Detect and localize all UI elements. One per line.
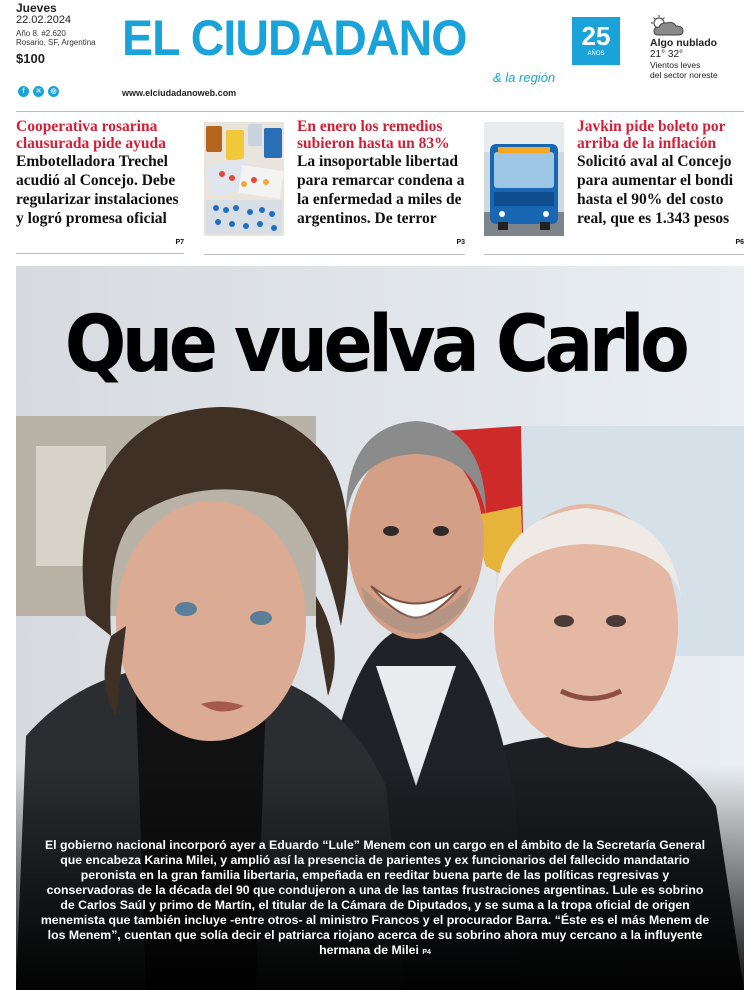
issue-date: 22.02.2024: [16, 14, 72, 26]
teaser-javkin[interactable]: [577, 118, 744, 254]
weather-widget: [650, 15, 745, 80]
teaser-headline: En enero los remedios subieron hasta un 83%: [297, 118, 450, 152]
masthead-divider: [16, 111, 744, 112]
teaser-divider: [484, 254, 744, 255]
teaser-body: Embotelladora Trechel acudió al Concejo. Debe regularizar instalaciones y logró promesa oficial: [16, 153, 179, 227]
newspaper-logo: EL CIUDADANO: [122, 10, 467, 66]
teaser-divider: [16, 253, 184, 254]
partly-cloudy-icon: [650, 15, 686, 37]
anniversary-label: AÑOS: [587, 51, 605, 57]
facebook-icon[interactable]: f: [18, 86, 29, 97]
main-page-ref: P4: [422, 949, 431, 956]
weather-wind-line2: del sector noreste: [650, 70, 718, 80]
x-icon[interactable]: ✕: [33, 86, 44, 97]
anniversary-number: 25: [581, 21, 611, 51]
teaser-headline: Javkin pide boleto por arriba de la inflación: [577, 118, 726, 152]
main-caption-text: El gobierno nacional incorporó ayer a Eduardo “Lule” Menem con un cargo en el ámbito de la Secretaría General que encabeza Karina Milei, y amplió así la presencia de parientes y ex funcionarios del fallecido mandatario peronista en la gran familia libertaria, empeñada en reeditar buena parte de las políticas regresivas y conservadoras de la década del 90 que condujeron a una de las tantas frustraciones argentinas. Lule es sobrino de Carlos Saúl y primo de Martín, el titular de la Cámara de Diputados, y se suma a la tropa oficial de origen menemista que también incluye -entre otros- al ministro Francos y el procurador Barra. “Éste es el más Menem de los Menem”, cuentan que solía decir el patriarca riojano acerca de su sobrino ahora muy cercano a la influyente hermana de Milei: [40, 838, 710, 957]
teaser-page-ref: P6: [735, 239, 744, 246]
teaser-body: Solicitó aval al Concejo para aumentar el bondi hasta el 90% del costo real, que es 1.343 pesos: [577, 153, 734, 227]
weather-wind-line1: Vientos leves: [650, 60, 701, 70]
social-links: [18, 86, 59, 97]
cover-price: $100: [16, 51, 45, 66]
teaser-headline: Cooperativa rosarina clausurada pide ayuda: [16, 118, 166, 152]
teaser-remedios[interactable]: [297, 118, 465, 254]
edition-info: [16, 2, 96, 65]
anniversary-badge: [572, 17, 620, 65]
main-caption: [40, 838, 710, 960]
teaser-page-ref: P3: [456, 239, 465, 246]
issue-day: Jueves: [16, 1, 57, 15]
teaser-page-ref: P7: [175, 239, 184, 246]
weather-condition: Algo nublado: [650, 37, 718, 49]
edition-number: Año 8. #2.620: [16, 29, 66, 38]
masthead: [0, 0, 750, 110]
edition-location: Rosario, SF, Argentina: [16, 38, 96, 47]
medicine-pills-photo: [204, 122, 284, 236]
region-tagline: & la región: [493, 70, 556, 85]
main-headline: Que vuelva Carlo: [64, 300, 686, 390]
teaser-body: La insoportable libertad para remarcar condena a la enfermedad a miles de argentinos. De terror: [297, 153, 465, 227]
teaser-cooperativa[interactable]: [16, 118, 184, 254]
teaser-divider: [204, 254, 465, 255]
website-url[interactable]: www.elciudadanoweb.com: [122, 88, 237, 98]
instagram-icon[interactable]: ◎: [48, 86, 59, 97]
weather-temps: 21° 32°: [650, 49, 684, 60]
city-bus-photo: [484, 122, 564, 236]
